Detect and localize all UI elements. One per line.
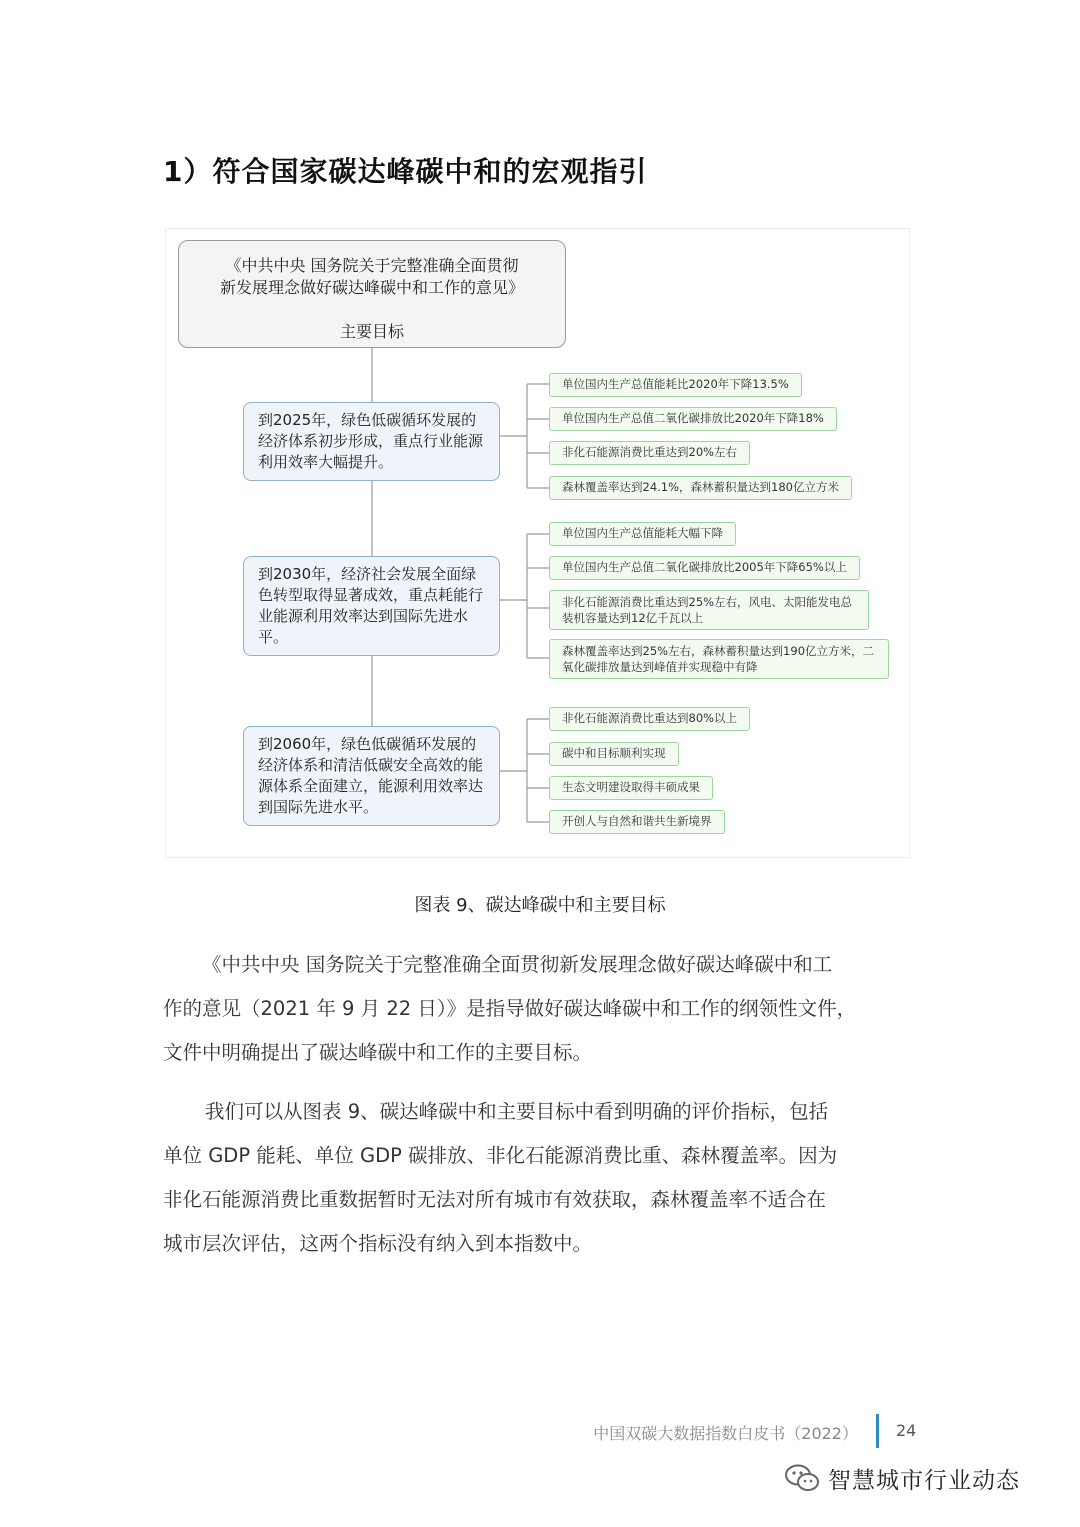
goal-box: 森林覆盖率达到24.1%，森林蓄积量达到180亿立方米 [549,476,852,500]
goal-box: 非化石能源消费比重达到20%左右 [549,441,750,465]
goal-box: 生态文明建设取得丰硕成果 [549,776,713,800]
goal-box: 森林覆盖率达到25%左右，森林蓄积量达到190亿立方米，二氧化碳排放量达到峰值并实现稳中有降 [549,639,889,679]
goal-box: 碳中和目标顺利实现 [549,742,679,766]
goal-box: 单位国内生产总值能耗比2020年下降13.5% [549,373,802,397]
goal-box: 非化石能源消费比重达到25%左右，风电、太阳能发电总装机容量达到12亿千瓦以上 [549,590,869,630]
wechat-icon [784,1463,820,1493]
paragraph-1-line: 作的意见（2021 年 9 月 22 日）》是指导做好碳达峰碳中和工作的纲领性文件， [163,997,857,1020]
footer-divider [876,1414,879,1448]
paragraph-1-line: 文件中明确提出了碳达峰碳中和工作的主要目标。 [163,1041,593,1064]
paragraph-2 [163,1090,918,1266]
brand-name: 智慧城市行业动态 [828,1467,1020,1494]
goal-box: 单位国内生产总值能耗大幅下降 [549,522,736,546]
paragraph-1-line: 《中共中央 国务院关于完整准确全面贯彻新发展理念做好碳达峰碳中和工 [202,953,833,976]
paragraph-1 [163,943,918,1075]
paragraph-2-line: 非化石能源消费比重数据暂时无法对所有城市有效获取，森林覆盖率不适合在 [163,1188,827,1211]
goal-box: 开创人与自然和谐共生新境界 [549,810,725,834]
paragraph-2-line: 我们可以从图表 9、碳达峰碳中和主要目标中看到明确的评价指标，包括 [205,1100,829,1123]
paragraph-2-line: 单位 GDP 能耗、单位 GDP 碳排放、非化石能源消费比重、森林覆盖率。因为 [163,1144,838,1167]
stage-box-2025: 到2025年，绿色低碳循环发展的经济体系初步形成，重点行业能源利用效率大幅提升。 [243,402,500,481]
diagram-root-box [178,240,566,348]
paragraph-2-line: 城市层次评估，这两个指标没有纳入到本指数中。 [163,1232,593,1255]
stage-box-2030: 到2030年，经济社会发展全面绿色转型取得显著成效，重点耗能行业能源利用效率达到国际先进水平。 [243,556,500,656]
section-heading: 1）符合国家碳达峰碳中和的宏观指引 [163,155,648,188]
root-line-3: 主要目标 [339,322,404,341]
page-number: 24 [896,1421,917,1440]
footer-title: 中国双碳大数据指数白皮书（2022） [593,1424,858,1443]
root-line-1: 《中共中央 国务院关于完整准确全面贯彻 [225,256,519,275]
stage-box-2060: 到2060年，绿色低碳循环发展的经济体系和清洁低碳安全高效的能源体系全面建立，能源利用效率达到国际先进水平。 [243,726,500,826]
goal-box: 单位国内生产总值二氧化碳排放比2020年下降18% [549,407,837,431]
goal-box: 单位国内生产总值二氧化碳排放比2005年下降65%以上 [549,556,860,580]
goal-box: 非化石能源消费比重达到80%以上 [549,707,750,731]
brand-watermark [784,1460,1020,1496]
figure-caption: 图表 9、碳达峰碳中和主要目标 [414,895,666,916]
root-line-2: 新发展理念做好碳达峰碳中和工作的意见》 [219,278,524,297]
